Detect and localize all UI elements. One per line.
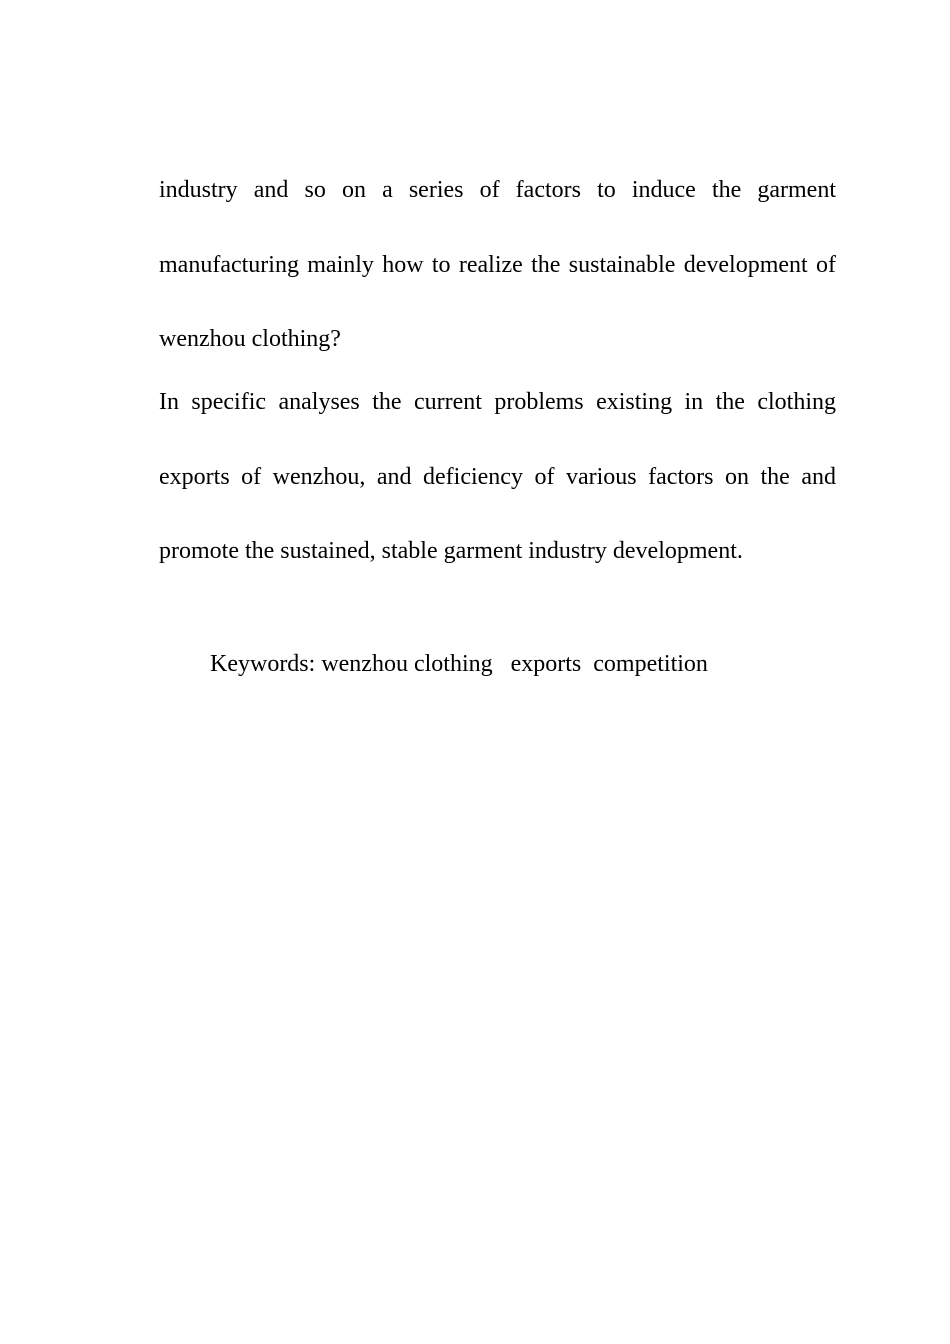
paragraph-continuation: industry and so on a series of factors to induce the garment manufacturing mainly how to realize the sustainable development of wenzhou clothing? xyxy=(159,177,836,352)
keywords-line: Keywords: wenzhou clothing exports competition xyxy=(210,651,708,677)
paragraph-analysis: In specific analyses the current problems existing in the clothing exports of wenzhou, and deficiency of various factors on the and promote the sustained, stable garment industry development. xyxy=(159,389,836,564)
